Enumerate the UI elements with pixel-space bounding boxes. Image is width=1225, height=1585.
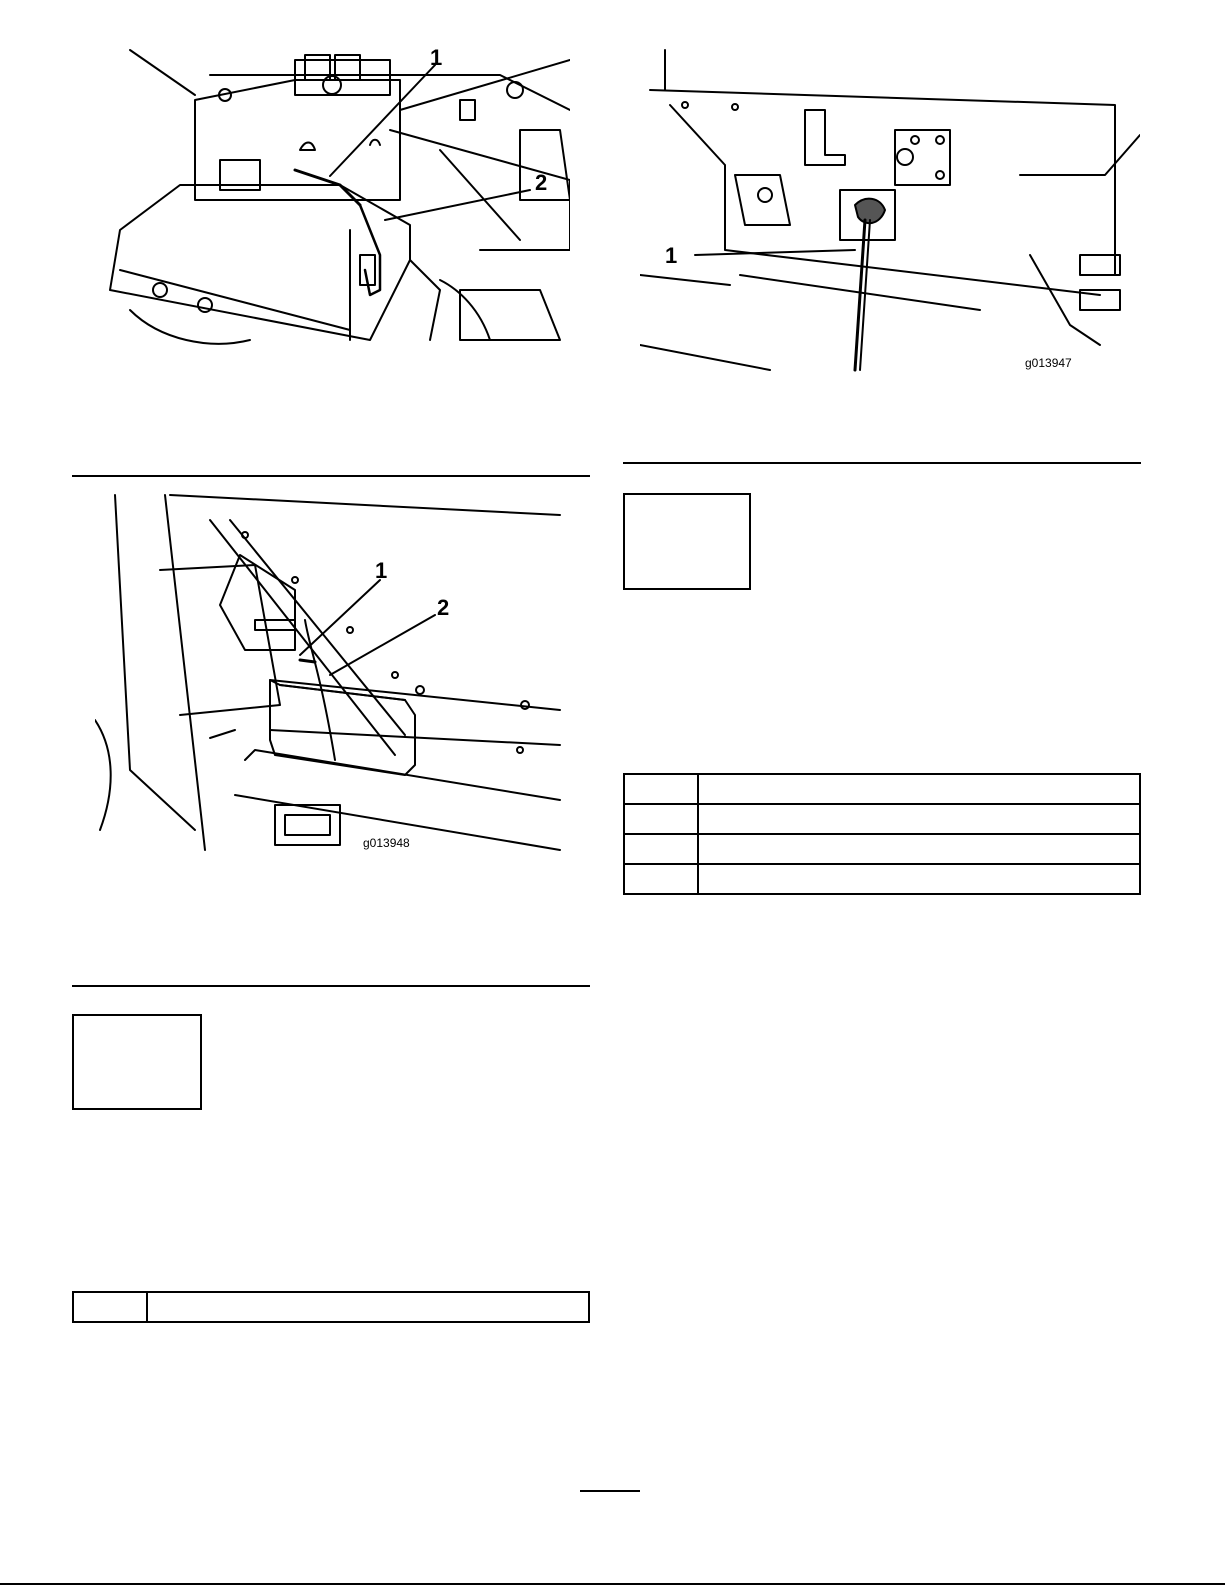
figure-middle-left — [95, 490, 565, 860]
table-row — [624, 864, 1140, 894]
divider-left-2 — [72, 985, 590, 987]
figure-top-left — [100, 40, 570, 350]
figure-code: g013948 — [363, 836, 410, 850]
table-row — [624, 804, 1140, 834]
blank-box-left — [72, 1014, 202, 1110]
callout-1: 1 — [665, 243, 678, 268]
legend-table-left — [72, 1291, 590, 1323]
legend-table-right — [623, 773, 1141, 895]
callout-2: 2 — [535, 170, 548, 195]
blank-box-right — [623, 493, 751, 590]
table-row — [624, 834, 1140, 864]
figure-code: g013947 — [1025, 356, 1072, 370]
page-number-rule — [580, 1490, 640, 1492]
divider-left-1 — [72, 475, 590, 477]
callout-2: 2 — [437, 595, 450, 620]
table-row — [624, 774, 1140, 804]
divider-right-1 — [623, 462, 1141, 464]
table-row — [73, 1292, 589, 1322]
callout-1: 1 — [430, 45, 443, 70]
figure-top-right — [640, 45, 1140, 375]
callout-1: 1 — [375, 558, 388, 583]
